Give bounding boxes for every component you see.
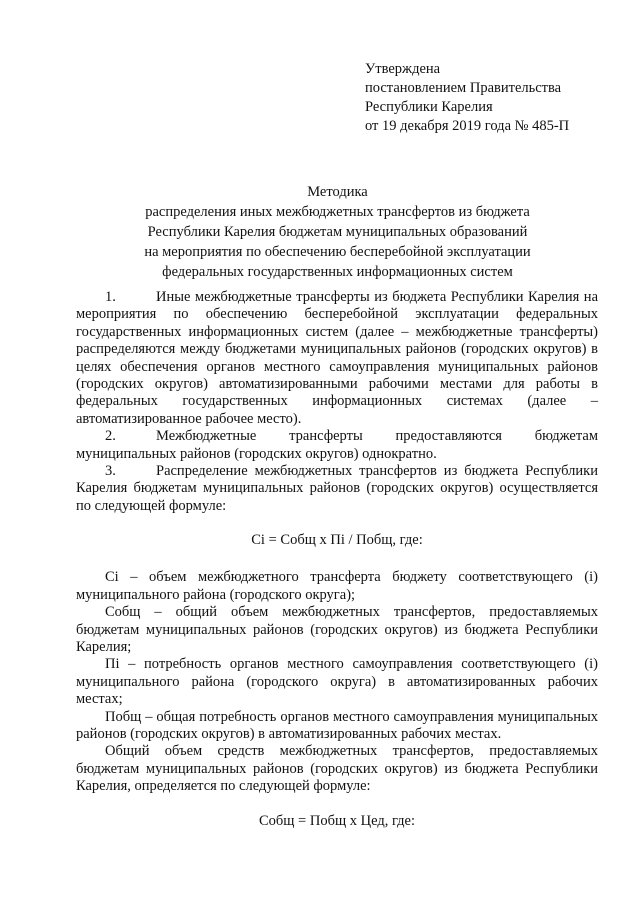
approval-line: Республики Карелия [365, 99, 493, 115]
definition-paragraph: Собщ – общий объем межбюджетных трансфертов, предоставляемых бюджетам муниципальных районов (городских округов) из бюджета Республики Карелия; [76, 604, 598, 655]
paragraph-text: Иные межбюджетные трансферты из бюджета Республики Карелия на мероприятия по обеспечению бесперебойной эксплуатации федеральных государственных информационных систем (далее – межбюджетные трансферты) распределяются между бюджетами муниципальных районов (городских округов) в целях обеспечения органов местного самоуправления муниципальных районов (городских округов) автоматизированными рабочими местами для работы в федеральных государственных информационных системах (далее – автоматизированное рабочее место). [76, 289, 598, 427]
formula-allocation: Сi = Собщ х Пi / Побщ, где: [251, 532, 423, 549]
definition-paragraph: Общий объем средств межбюджетных трансфертов, предоставляемых бюджетам муниципальных районов (городских округов) из бюджета Республики Карелия, определяется по следующей формуле: [76, 743, 598, 795]
heading-line: Республики Карелия бюджетам муниципальных образований [147, 224, 528, 240]
approval-block [365, 60, 569, 136]
approval-date-line: от 19 декабря 2019 года № 485-П [365, 118, 570, 134]
numbered-paragraph [76, 428, 598, 463]
paragraph-number: 3. [105, 463, 116, 480]
formula-total: Собщ = Побщ х Цед, где: [258, 812, 416, 829]
heading-line: федеральных государственных информационных систем [162, 264, 513, 280]
numbered-paragraph [76, 289, 598, 428]
numbered-paragraph [76, 463, 598, 515]
heading-line: распределения иных межбюджетных трансфертов из бюджета [145, 204, 530, 220]
paragraph-text: Распределение межбюджетных трансфертов из бюджета Республики Карелия бюджетам муниципальных районов (городских округов) осуществляется по следующей формуле: [76, 463, 598, 514]
document-heading [70, 182, 605, 282]
definition-paragraph: Побщ – общая потребность органов местного самоуправления муниципальных районов (городских округов) в автоматизированных рабочих местах. [76, 708, 598, 742]
approval-line: постановлением Правительства [365, 80, 562, 96]
heading-line: на мероприятия по обеспечению бесперебойной эксплуатации [144, 244, 531, 260]
document-body [76, 289, 598, 830]
paragraph-number: 1. [105, 289, 116, 305]
approval-line: Утверждена [365, 61, 441, 77]
definition-paragraph: Пi – потребность органов местного самоуправления соответствующего (i) муниципального района (городского округа) в автоматизированных рабочих местах; [76, 656, 598, 708]
paragraph-text: Межбюджетные трансферты предоставляются бюджетам муниципальных районов (городских округов) однократно. [76, 428, 598, 462]
paragraph-number: 2. [105, 428, 116, 445]
definition-paragraph: Сi – объем межбюджетного трансферта бюджету соответствующего (i) муниципального района (городского округа); [76, 569, 598, 603]
document-title: Методика [307, 184, 368, 200]
